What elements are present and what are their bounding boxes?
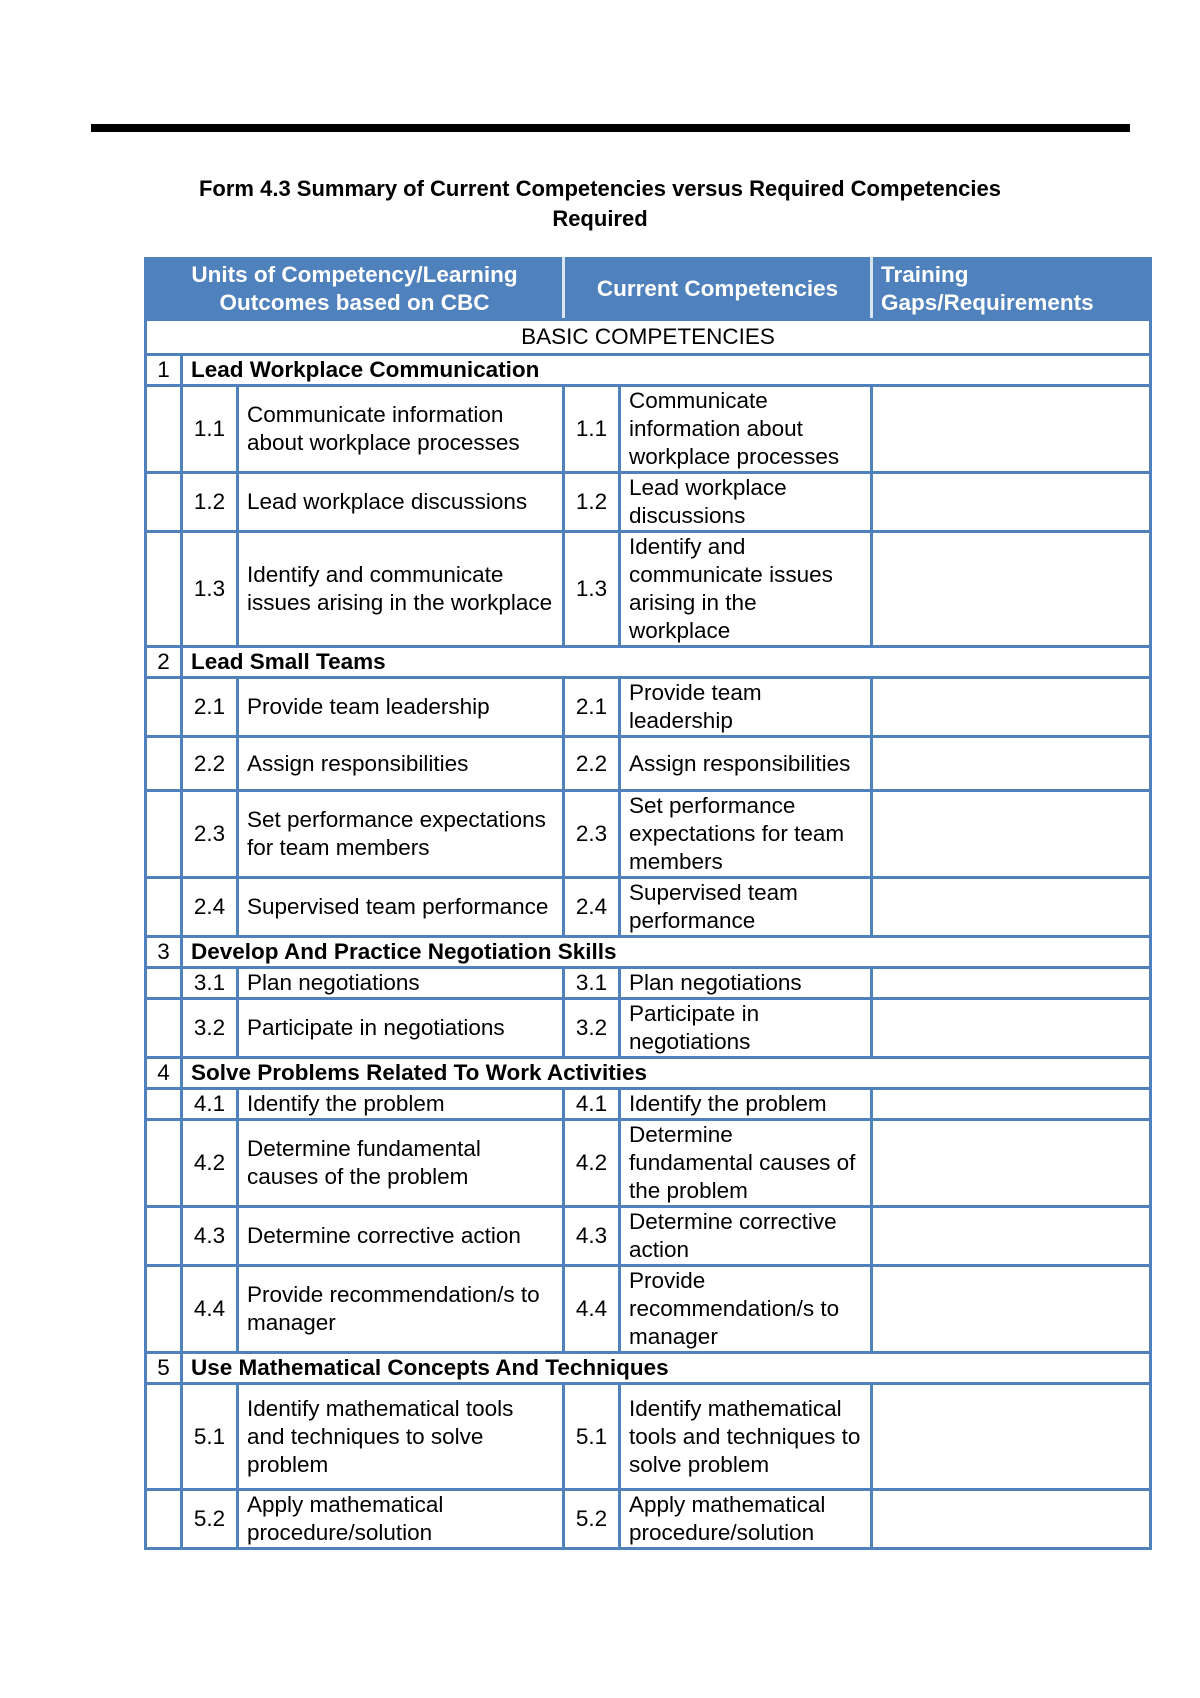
training-gap-cell (872, 1120, 1151, 1207)
training-gap-cell (872, 1490, 1151, 1549)
outcome-text: Determine corrective action (238, 1207, 564, 1266)
unit-number: 5 (146, 1353, 182, 1384)
current-number: 4.3 (564, 1207, 620, 1266)
training-gap-cell (872, 791, 1151, 878)
indent-cell (146, 1207, 182, 1266)
current-text: Apply mathematical procedure/solution (620, 1490, 872, 1549)
unit-number: 2 (146, 647, 182, 678)
current-text: Identify the problem (620, 1089, 872, 1120)
current-number: 4.1 (564, 1089, 620, 1120)
current-number: 5.1 (564, 1384, 620, 1490)
current-text: Identify mathematical tools and techniques to solve problem (620, 1384, 872, 1490)
current-text: Communicate information about workplace processes (620, 386, 872, 473)
outcome-number: 4.3 (182, 1207, 238, 1266)
outcome-number: 4.1 (182, 1089, 238, 1120)
outcome-text: Identify the problem (238, 1089, 564, 1120)
form-title-line-2: Required (552, 206, 648, 231)
current-text: Lead workplace discussions (620, 473, 872, 532)
outcome-text: Assign responsibilities (238, 737, 564, 791)
current-text: Determine fundamental causes of the problem (620, 1120, 872, 1207)
current-text: Provide team leadership (620, 678, 872, 737)
outcome-text: Determine fundamental causes of the problem (238, 1120, 564, 1207)
current-number: 1.1 (564, 386, 620, 473)
indent-cell (146, 678, 182, 737)
outcome-text: Apply mathematical procedure/solution (238, 1490, 564, 1549)
training-gap-cell (872, 1089, 1151, 1120)
table-row (146, 473, 1151, 532)
table-row (146, 878, 1151, 937)
table-row (146, 1120, 1151, 1207)
current-number: 4.4 (564, 1266, 620, 1353)
indent-cell (146, 1490, 182, 1549)
indent-cell (146, 999, 182, 1058)
table-row (146, 1384, 1151, 1490)
table-row (146, 386, 1151, 473)
header-training-gaps (872, 259, 1151, 320)
outcome-number: 5.1 (182, 1384, 238, 1490)
current-text: Plan negotiations (620, 968, 872, 999)
training-gap-cell (872, 999, 1151, 1058)
indent-cell (146, 968, 182, 999)
training-gap-cell (872, 532, 1151, 647)
current-number: 3.1 (564, 968, 620, 999)
header-col1-line-2: Outcomes based on CBC (219, 290, 490, 315)
indent-cell (146, 878, 182, 937)
header-current-competencies: Current Competencies (564, 259, 872, 320)
table-row (146, 678, 1151, 737)
indent-cell (146, 532, 182, 647)
current-number: 5.2 (564, 1490, 620, 1549)
training-gap-cell (872, 737, 1151, 791)
table-row (146, 1266, 1151, 1353)
outcome-number: 1.1 (182, 386, 238, 473)
outcome-number: 2.2 (182, 737, 238, 791)
current-number: 2.3 (564, 791, 620, 878)
unit-title: Develop And Practice Negotiation Skills (182, 937, 1151, 968)
outcome-number: 4.2 (182, 1120, 238, 1207)
indent-cell (146, 1089, 182, 1120)
header-col3-line-2: Gaps/Requirements (881, 290, 1094, 315)
indent-cell (146, 473, 182, 532)
training-gap-cell (872, 1384, 1151, 1490)
current-text: Determine corrective action (620, 1207, 872, 1266)
current-text: Provide recommendation/s to manager (620, 1266, 872, 1353)
table-row (146, 532, 1151, 647)
indent-cell (146, 737, 182, 791)
header-col1-line-1: Units of Competency/Learning (191, 262, 518, 287)
unit-number: 1 (146, 355, 182, 386)
form-title-line-1: Form 4.3 Summary of Current Competencies versus Required Competencies (198, 176, 1001, 201)
table-row (146, 999, 1151, 1058)
form-title (100, 174, 1100, 234)
training-gap-cell (872, 1207, 1151, 1266)
outcome-text: Communicate information about workplace processes (238, 386, 564, 473)
outcome-number: 4.4 (182, 1266, 238, 1353)
table-row (146, 1089, 1151, 1120)
current-number: 1.3 (564, 532, 620, 647)
unit-row (146, 1058, 1151, 1089)
indent-cell (146, 791, 182, 878)
indent-cell (146, 1384, 182, 1490)
competency-table (144, 257, 1152, 1550)
current-text: Set performance expectations for team members (620, 791, 872, 878)
unit-row (146, 355, 1151, 386)
table-row (146, 1490, 1151, 1549)
table-row (146, 737, 1151, 791)
outcome-number: 1.2 (182, 473, 238, 532)
outcome-text: Participate in negotiations (238, 999, 564, 1058)
indent-cell (146, 1266, 182, 1353)
section-heading-row (146, 320, 1151, 355)
unit-title: Lead Small Teams (182, 647, 1151, 678)
outcome-number: 2.1 (182, 678, 238, 737)
unit-title: Solve Problems Related To Work Activities (182, 1058, 1151, 1089)
outcome-number: 3.2 (182, 999, 238, 1058)
training-gap-cell (872, 386, 1151, 473)
outcome-number: 5.2 (182, 1490, 238, 1549)
unit-row (146, 647, 1151, 678)
unit-number: 3 (146, 937, 182, 968)
outcome-number: 1.3 (182, 532, 238, 647)
table-row (146, 791, 1151, 878)
outcome-text: Identify mathematical tools and techniques to solve problem (238, 1384, 564, 1490)
current-number: 2.1 (564, 678, 620, 737)
current-text: Identify and communicate issues arising in the workplace (620, 532, 872, 647)
indent-cell (146, 386, 182, 473)
outcome-text: Supervised team performance (238, 878, 564, 937)
outcome-number: 3.1 (182, 968, 238, 999)
unit-title: Use Mathematical Concepts And Techniques (182, 1353, 1151, 1384)
training-gap-cell (872, 473, 1151, 532)
current-text: Assign responsibilities (620, 737, 872, 791)
unit-row (146, 1353, 1151, 1384)
indent-cell (146, 1120, 182, 1207)
current-number: 2.4 (564, 878, 620, 937)
table-header-row (146, 259, 1151, 320)
unit-title: Lead Workplace Communication (182, 355, 1151, 386)
unit-number: 4 (146, 1058, 182, 1089)
outcome-text: Plan negotiations (238, 968, 564, 999)
header-units-of-competency (146, 259, 564, 320)
training-gap-cell (872, 678, 1151, 737)
table-row (146, 968, 1151, 999)
unit-row (146, 937, 1151, 968)
table-body (146, 320, 1151, 1549)
outcome-text: Identify and communicate issues arising in the workplace (238, 532, 564, 647)
current-number: 4.2 (564, 1120, 620, 1207)
outcome-text: Provide recommendation/s to manager (238, 1266, 564, 1353)
training-gap-cell (872, 968, 1151, 999)
outcome-number: 2.3 (182, 791, 238, 878)
current-text: Participate in negotiations (620, 999, 872, 1058)
current-number: 1.2 (564, 473, 620, 532)
section-heading: BASIC COMPETENCIES (146, 320, 1151, 355)
current-number: 3.2 (564, 999, 620, 1058)
training-gap-cell (872, 878, 1151, 937)
current-number: 2.2 (564, 737, 620, 791)
table-row (146, 1207, 1151, 1266)
current-text: Supervised team performance (620, 878, 872, 937)
training-gap-cell (872, 1266, 1151, 1353)
header-col3-line-1: Training (881, 262, 969, 287)
outcome-text: Provide team leadership (238, 678, 564, 737)
top-rule-accent (130, 124, 758, 129)
outcome-text: Set performance expectations for team members (238, 791, 564, 878)
outcome-number: 2.4 (182, 878, 238, 937)
outcome-text: Lead workplace discussions (238, 473, 564, 532)
